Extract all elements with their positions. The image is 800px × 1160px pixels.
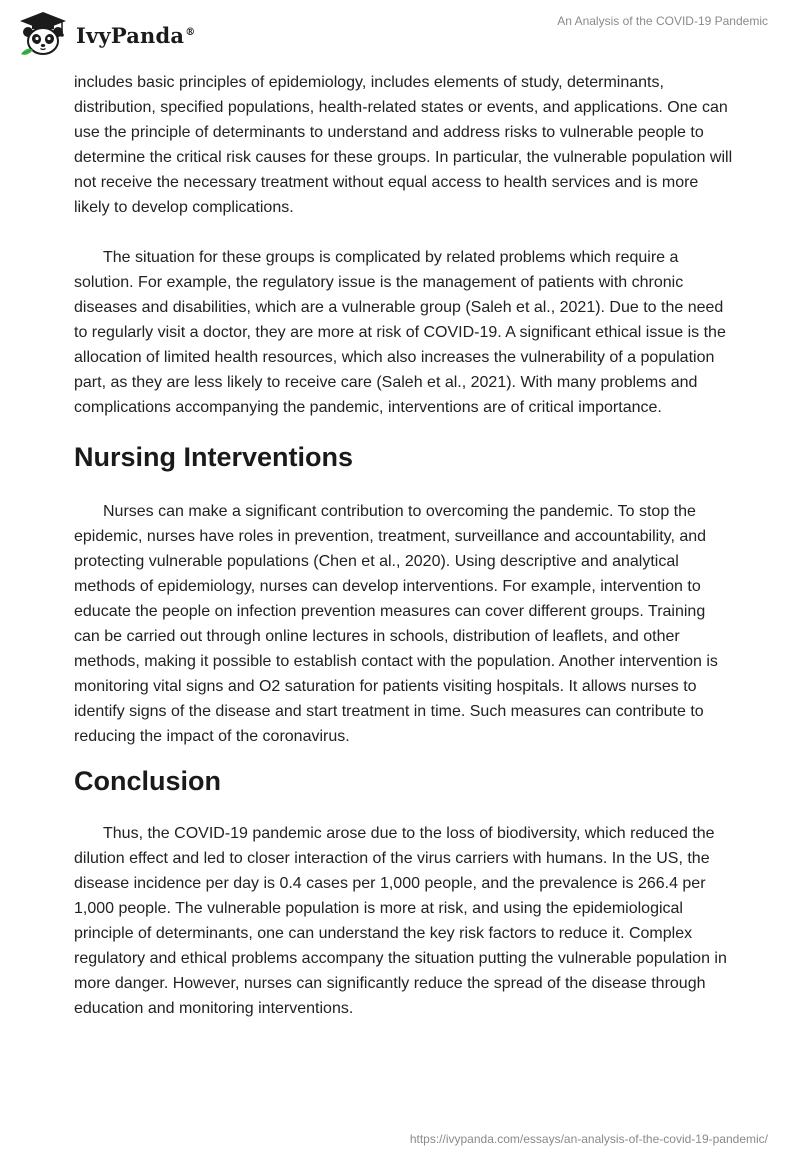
paragraph-regulatory-ethical-issues: The situation for these groups is complicated by related problems which require a solution. For example, the regulatory issue is the management of patients with chronic diseases and disabilities, which are a vulnerable group (Saleh et al., 2021). Due to the need to regularly visit a doctor, they are more at risk of COVID-19. A significant ethical issue is the allocation of limited health resources, which also increases the vulnerability of a population part, as they are less likely to receive care (Saleh et al., 2021). With many problems and complications accompanying the pandemic, interventions are of critical importance. xyxy=(74,249,726,416)
document-title: An Analysis of the COVID-19 Pandemic xyxy=(557,14,768,28)
heading-conclusion: Conclusion xyxy=(74,766,221,796)
paragraph-conclusion: Thus, the COVID-19 pandemic arose due to the loss of biodiversity, which reduced the dilution effect and led to closer interaction of the virus carriers with humans. In the US, the disease incidence per day is 0.4 cases per 1,000 people, and the prevalence is 266.4 per 1,000 people. The vulnerable population is more at risk, and using the epidemiological principle of determinants, one can understand the key risk factors to reduce it. Complex regulatory and ethical problems accompany the situation putting the vulnerable population in more danger. However, nurses can significantly reduce the spread of the disease through education and monitoring interventions. xyxy=(74,825,727,1017)
source-url[interactable]: https://ivypanda.com/essays/an-analysis-of-the-covid-19-pandemic/ xyxy=(409,1132,768,1146)
registered-mark: ® xyxy=(185,26,196,38)
paragraph-gap xyxy=(74,220,734,245)
ivypanda-logo[interactable] xyxy=(16,8,195,62)
essay-content xyxy=(74,70,734,1021)
brand-name: IvyPanda® xyxy=(76,22,196,48)
heading-nursing-interventions: Nursing Interventions xyxy=(74,442,354,472)
paragraph-epidemiology-principles: includes basic principles of epidemiology, includes elements of study, determinants, distribution, specified populations, health-related states or events, and applications. One can use the principle of determinants to understand and address risks to vulnerable people to determine the critical risk causes for these groups. In particular, the vulnerable population will not receive the necessary treatment without equal access to health services and is more likely to develop complications. xyxy=(74,74,733,216)
page-header xyxy=(0,0,800,70)
panda-graduate-icon xyxy=(16,8,70,62)
paragraph-nursing-interventions: Nurses can make a significant contribution to overcoming the pandemic. To stop the epidemic, nurses have roles in prevention, treatment, surveillance and accountability, and protecting vulnerable populations (Chen et al., 2020). Using descriptive and analytical methods of epidemiology, nurses can develop interventions. For example, intervention to educate the people on infection prevention measures can cover different groups. Training can be carried out through online lectures in schools, distribution of leaflets, and other methods, making it possible to establish contact with the population. Another intervention is monitoring vital signs and O2 saturation for patients visiting hospitals. It allows nurses to identify signs of the disease and start treatment in time. Such measures can contribute to reducing the impact of the coronavirus. xyxy=(74,503,718,745)
